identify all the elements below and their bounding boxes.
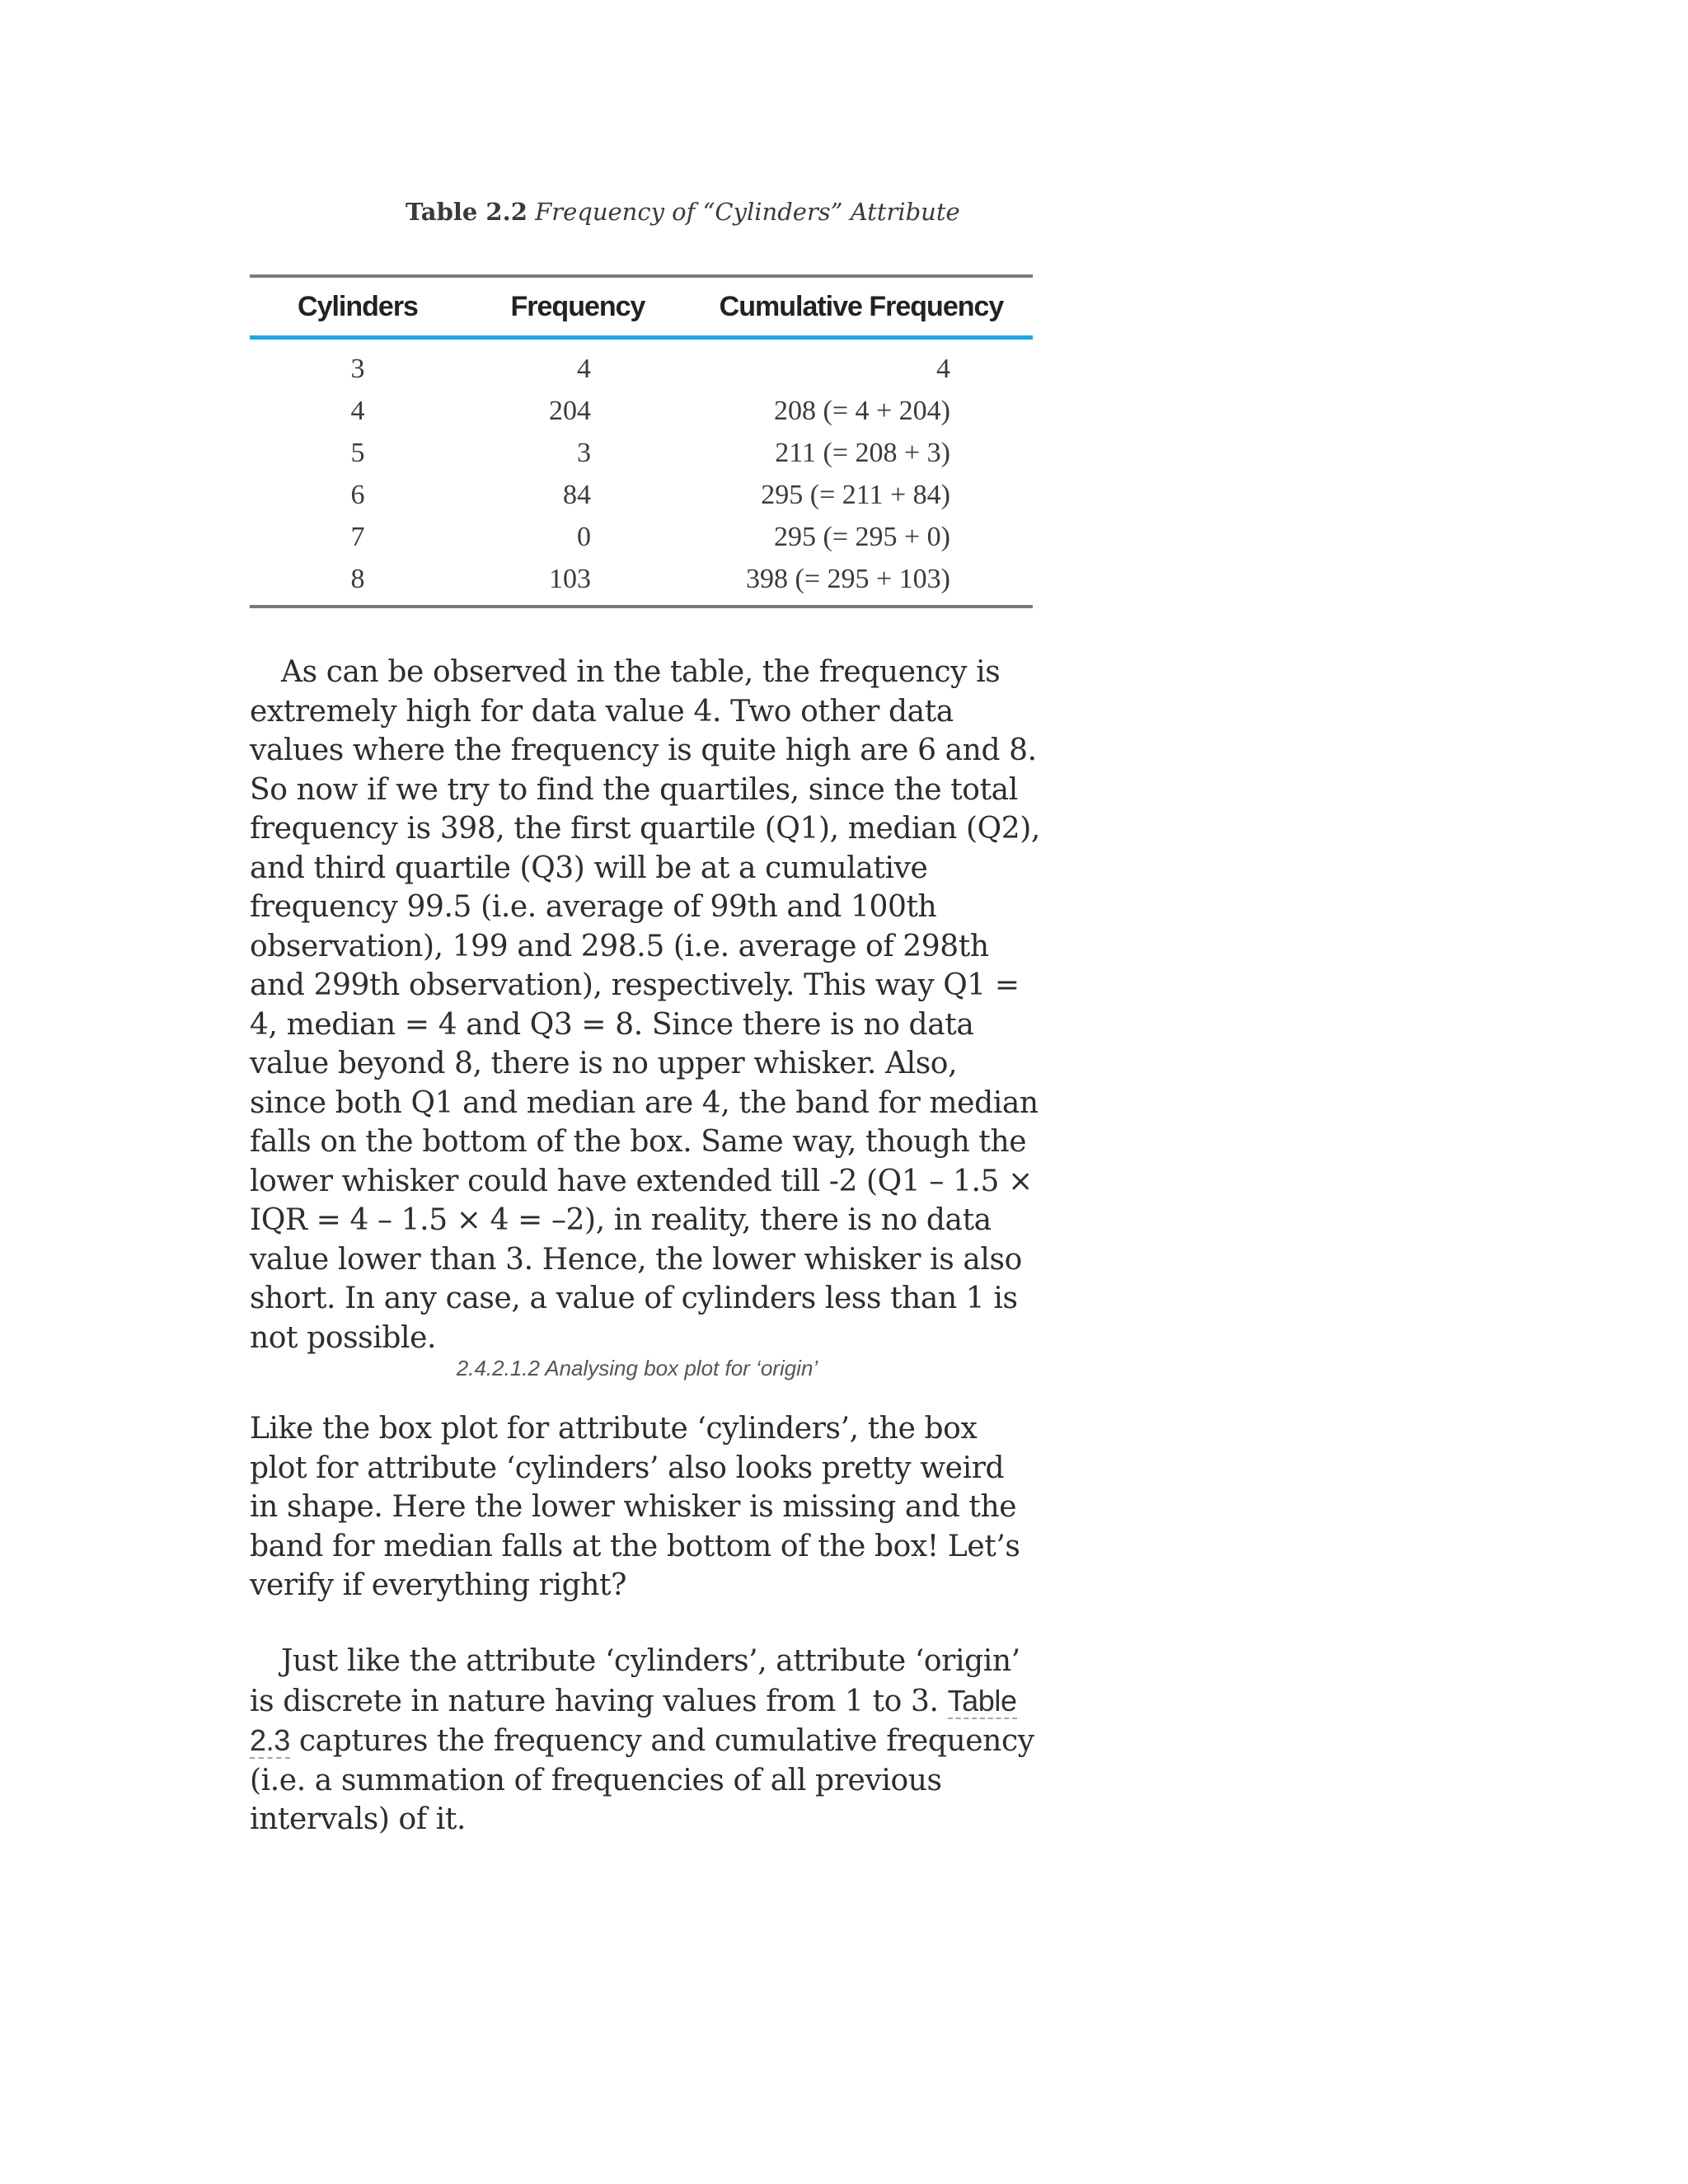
cell-cumulative: 295 (= 211 + 84) [761, 479, 950, 510]
cell-frequency: 204 [549, 395, 591, 426]
table-row [250, 432, 1033, 474]
paragraph-text-after-link: captures the frequency and cumulative frequency (i.e. a summation of frequencies of all previous intervals) of it. [250, 1724, 1034, 1836]
cell-cumulative: 208 (= 4 + 204) [774, 395, 950, 426]
cell-cylinders: 6 [350, 479, 365, 510]
header-frequency: Frequency [466, 276, 690, 338]
frequency-table [250, 274, 1033, 608]
table-row [250, 516, 1033, 558]
cell-frequency: 103 [466, 558, 690, 607]
table-row [250, 338, 1033, 391]
cell-cylinders: 3 [350, 353, 365, 384]
cell-cumulative: 398 (= 295 + 103) [690, 558, 1033, 607]
header-cylinders: Cylinders [250, 276, 466, 338]
table-caption-text: Frequency of “Cylinders” Attribute [535, 198, 960, 226]
body-paragraph-origin-discrete [250, 1642, 1041, 1840]
cell-frequency: 84 [563, 479, 591, 510]
table-2-3-link[interactable]: Table 2.3 [250, 1683, 1017, 1757]
body-paragraph-quartiles: As can be observed in the table, the frequency is extremely high for data value 4. Two other data values where the frequency is quite high are 6 and 8. So now if we try to find the quartiles, since the total frequency is 398, the first quartile (Q1), median (Q2), and third quartile (Q3) will be at a cumulative frequency 99.5 (i.e. average of 99th and 100th observation), 199 and 298.5 (i.e. average of 298th and 299th observation), respectively. This way Q1 = 4, median = 4 and Q3 = 8. Since there is no data value beyond 8, there is no upper whisker. Also, since both Q1 and median are 4, the band for median falls on the bottom of the box. Same way, though the lower whisker could have extended till -2 (Q1 – 1.5 × IQR = 4 – 1.5 × 4 = –2), in reality, there is no data value lower than 3. Hence, the lower whisker is also short. In any case, a value of cylinders less than 1 is not possible. [250, 655, 1040, 1355]
cell-frequency: 4 [577, 353, 591, 384]
cell-frequency: 3 [577, 437, 591, 468]
header-cumulative-frequency: Cumulative Frequency [690, 276, 1033, 338]
table-caption-label: Table 2.2 [406, 198, 528, 226]
cell-cylinders: 8 [250, 558, 466, 607]
cell-cumulative: 4 [936, 353, 950, 384]
cell-cylinders: 5 [350, 437, 365, 468]
cell-cumulative: 211 (= 208 + 3) [775, 437, 950, 468]
table-caption [406, 198, 960, 226]
body-paragraph-origin-boxplot: Like the box plot for attribute ‘cylinders’, the box plot for attribute ‘cylinders’ also looks pretty weird in shape. Here the lower whisker is missing and the band for median falls at the bottom of the box! Let’s verify if everything right? [250, 1412, 1020, 1602]
paragraph-text-before-link: Just like the attribute ‘cylinders’, attribute ‘origin’ is discrete in nature having values from 1 to 3. [250, 1644, 1020, 1718]
cell-cumulative: 295 (= 295 + 0) [774, 521, 950, 552]
section-heading: 2.4.2.1.2 Analysing box plot for ‘origin’ [456, 1356, 818, 1380]
table-header-row [250, 276, 1033, 338]
table-row [250, 474, 1033, 516]
cell-cylinders: 7 [350, 521, 365, 552]
cell-frequency: 0 [577, 521, 591, 552]
table-row [250, 558, 1033, 607]
table-row [250, 390, 1033, 432]
cell-cylinders: 4 [350, 395, 365, 426]
